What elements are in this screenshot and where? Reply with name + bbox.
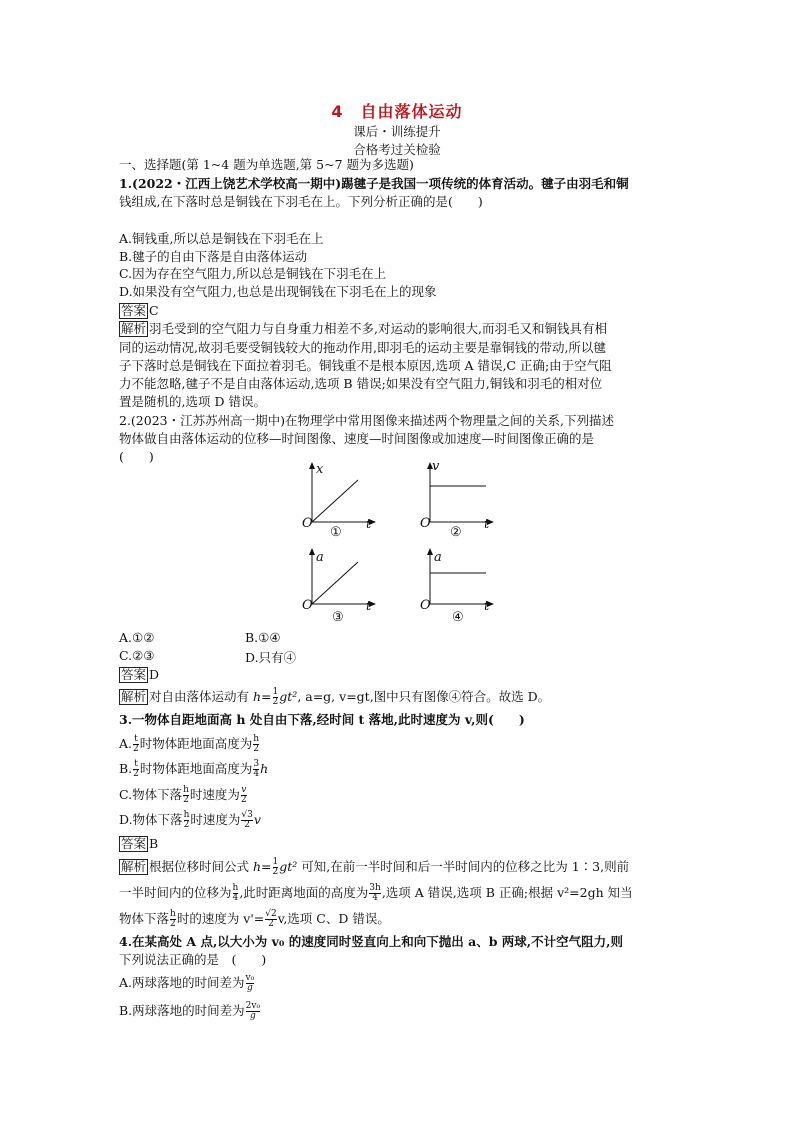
q1-stem-text-1: 1.(2022・江西上饶艺术学校高一期中)踢毽子是我国一项传统的体育活动。毽子由羽毛和铜 xyxy=(119,176,629,191)
q2-stem-line2: 物体做自由落体运动的位移—时间图像、速度—时间图像或加速度—时间图像正确的是 xyxy=(119,431,595,446)
graph-3-origin: O xyxy=(302,598,313,613)
opt-text: A.两球落地的时间差为 xyxy=(119,975,245,990)
graph-2-origin: O xyxy=(420,516,431,531)
subtitle-level: 合格考过关检验 xyxy=(353,142,441,157)
q4-stem-line2: 下列说法正确的是 ( ) xyxy=(119,952,267,967)
graph-3 xyxy=(302,548,382,632)
analysis-text: v,选项 C、D 错误。 xyxy=(277,911,390,926)
q1-analysis-line4: 力不能忽略,毽子不是自由落体运动,选项 B 错误;如果没有空气阻力,铜钱和羽毛的相对位 xyxy=(119,376,603,391)
q1-option-b: B.毽子的自由下落是自由落体运动 xyxy=(119,249,308,264)
q3-answer-value: B xyxy=(149,836,159,851)
q2-answer xyxy=(119,667,159,683)
q2-analysis xyxy=(119,688,550,707)
q3-option-b xyxy=(119,760,268,779)
frac-num: h xyxy=(183,785,189,795)
q3-analysis-line2 xyxy=(119,884,633,903)
opt-a-t-frac xyxy=(133,735,139,754)
opt-prefix: D.物体下落 xyxy=(119,812,183,827)
q2-analysis-post: , a=g, v=gt,图中只有图像④符合。故选 D。 xyxy=(297,689,551,704)
frac-num: h xyxy=(183,810,190,820)
graph-1-y-arrow xyxy=(309,462,315,469)
graph-4-ylabel: a xyxy=(434,550,442,565)
opt-text: B.两球落地的时间差为 xyxy=(119,1003,245,1018)
analysis-text: 时的速度为 v'= xyxy=(176,911,265,926)
analysis-tag: 解析 xyxy=(121,859,147,874)
frac-den: 2 xyxy=(268,919,274,929)
opt-text: 时速度为 xyxy=(190,812,241,827)
analysis-text: 一半时间内的位移为 xyxy=(119,885,232,900)
frac-num: h xyxy=(170,909,176,919)
frac-num: 1 xyxy=(272,857,279,867)
q1-stem-line2: 钱组成,在下落时总是铜钱在下羽毛在上。下列分析正确的是( ) xyxy=(119,194,483,209)
q3-option-d xyxy=(119,811,261,830)
frac-num: v₀ xyxy=(245,973,255,983)
q1-analysis-line1 xyxy=(119,321,607,337)
graph-4-origin: O xyxy=(420,598,431,613)
frac-den: 2 xyxy=(272,867,279,877)
frac-den: 2 xyxy=(183,795,189,805)
q4-option-a xyxy=(119,974,255,993)
opt-b-h-frac xyxy=(253,760,259,779)
opt-c-h-frac xyxy=(183,786,189,805)
analysis-gt: gt² xyxy=(279,859,298,874)
q1-answer xyxy=(119,303,159,319)
q1-option-a: A.铜钱重,所以总是铜钱在下羽毛在上 xyxy=(119,231,324,246)
q1-analysis-text-1: 羽毛受到的空气阻力与自身重力相差不多,对运动的影响很大,而羽毛又和铜钱具有相 xyxy=(149,321,607,336)
analysis-text: ,此时距离地面的高度为 xyxy=(239,885,369,900)
q1-analysis-line5: 置是随机的,选项 D 错误。 xyxy=(119,394,266,409)
q1-option-c: C.因为存在空气阻力,所以总是铜钱在下羽毛在上 xyxy=(119,266,387,281)
analysis-frac xyxy=(265,910,276,929)
opt-d-h-frac xyxy=(184,811,190,830)
q3-option-a xyxy=(119,735,260,754)
graph-3-xlabel: t xyxy=(366,599,372,614)
answer-tag: 答案 xyxy=(121,303,147,318)
q2-option-b: B.①④ xyxy=(245,630,281,645)
graph-2 xyxy=(420,459,500,546)
opt-a-h-frac xyxy=(253,735,259,754)
q2-analysis-gt2: gt² xyxy=(279,689,298,704)
q1-analysis-line3: 子下落时总是铜钱在下面拉着羽毛。铜钱重不是根本原因,选项 A 错误,C 正确;由于空气阻 xyxy=(119,358,612,373)
graph-2-xlabel: t xyxy=(484,517,490,532)
subtitle-after-class: 课后・训练提升 xyxy=(353,124,441,139)
q1-analysis-line2: 同的运动情况,故羽毛要受铜钱较大的拖动作用,即羽毛的运动主要是靠铜钱的带动,所以毽 xyxy=(119,340,606,355)
frac-den: 2 xyxy=(133,744,139,754)
analysis-tag: 解析 xyxy=(121,321,147,336)
graph-1 xyxy=(302,462,382,546)
frac-num: h xyxy=(253,734,260,744)
analysis-frac xyxy=(233,884,239,903)
frac-den: 4 xyxy=(232,893,239,903)
q2-stem-line1: 2.(2023・江苏苏州高一期中)在物理学中常用图像来描述两个物理量之间的关系,下列描述 xyxy=(119,413,614,428)
answer-tag: 答案 xyxy=(121,667,147,682)
frac-num: 3h xyxy=(369,883,381,893)
frac-den: 2 xyxy=(272,697,279,707)
q4-stem-line1: 4.在某高处 A 点,以大小为 v₀ 的速度同时竖直向上和向下抛出 a、b 两球,不计空气阻力,则 xyxy=(119,934,623,949)
opt-prefix: B. xyxy=(119,761,133,776)
opt-a-frac xyxy=(246,974,255,993)
analysis-h: h= xyxy=(253,859,272,874)
opt-c-v-frac xyxy=(241,786,247,805)
frac-num: √2 xyxy=(265,909,277,919)
q1-option-d: D.如果没有空气阻力,也总是出现铜钱在下羽毛在上的现象 xyxy=(119,284,437,299)
frac-den: g xyxy=(246,983,253,993)
frac-num: √3 xyxy=(241,810,253,820)
graph-1-curve xyxy=(312,480,358,522)
graph-3-curve xyxy=(312,562,358,604)
opt-prefix: A. xyxy=(119,736,133,751)
q2-answer-value: D xyxy=(149,667,160,682)
q2-option-c: C.②③ xyxy=(119,648,155,663)
opt-text: 时速度为 xyxy=(189,787,240,802)
frac-den: 2 xyxy=(244,820,250,830)
opt-text: 时物体距地面高度为 xyxy=(139,761,253,776)
q3-stem: 3.一物体自距地面高 h 处自由下落,经时间 t 落地,此时速度为 v,则( ) xyxy=(119,712,525,727)
analysis-frac xyxy=(170,910,176,929)
analysis-text: 可知,在前一半时间和后一半时间内的位移之比为 1∶3,则前 xyxy=(297,859,630,874)
q3-answer xyxy=(119,836,158,852)
analysis-text: ,选项 A 错误,选项 B 正确;根据 v²=2gh 知当 xyxy=(381,885,633,900)
q2-stem-line3: ( ) xyxy=(119,449,154,464)
graph-1-ylabel: x xyxy=(316,462,324,477)
opt-b-frac xyxy=(246,1002,260,1021)
analysis-frac xyxy=(273,858,279,877)
lesson-title: 4 自由落体运动 xyxy=(331,102,463,121)
frac-den: 2 xyxy=(183,820,190,830)
frac-den: 4 xyxy=(253,769,260,779)
q2-analysis-pre: 对自由落体运动有 xyxy=(149,689,253,704)
graph-2-ylabel: v xyxy=(432,459,440,474)
frac-den: g xyxy=(250,1011,256,1021)
opt-b-t-frac xyxy=(133,760,139,779)
frac-den: 2 xyxy=(253,744,260,754)
frac-num: 3 xyxy=(253,759,260,769)
graph-1-origin: O xyxy=(302,516,313,531)
frac-num: 1 xyxy=(272,687,279,697)
opt-v: v xyxy=(253,812,261,827)
analysis-tag: 解析 xyxy=(121,689,147,704)
answer-tag: 答案 xyxy=(121,836,147,851)
graph-3-ylabel: a xyxy=(316,550,324,565)
frac-den: 2 xyxy=(170,919,176,929)
section-heading: 一、选择题(第 1~4 题为单选题,第 5~7 题为多选题) xyxy=(119,157,414,172)
opt-prefix: C.物体下落 xyxy=(119,787,183,802)
graph-3-y-arrow xyxy=(309,548,315,555)
q2-option-a: A.①② xyxy=(119,630,155,645)
opt-d-v-frac xyxy=(241,811,252,830)
graph-1-caption: ① xyxy=(330,525,342,540)
frac-num: t xyxy=(134,734,138,744)
opt-h: h xyxy=(260,761,269,776)
graph-3-caption: ③ xyxy=(332,610,344,625)
analysis-text: 根据位移时间公式 xyxy=(149,859,253,874)
q4-option-b xyxy=(119,1002,261,1021)
frac-num: t xyxy=(134,759,138,769)
graph-1-xlabel: t xyxy=(366,517,372,532)
q3-analysis-line1 xyxy=(119,858,629,877)
frac-num: 2v₀ xyxy=(245,1001,261,1011)
analysis-frac xyxy=(369,884,381,903)
q2-analysis-h: h= xyxy=(253,689,272,704)
graph-4-caption: ④ xyxy=(452,610,464,625)
opt-text: 时物体距地面高度为 xyxy=(139,736,253,751)
analysis-text: 物体下落 xyxy=(119,911,170,926)
graph-4-xlabel: t xyxy=(484,599,490,614)
frac-num: v xyxy=(241,785,247,795)
graph-4 xyxy=(420,548,500,632)
q3-option-c xyxy=(119,786,248,805)
q1-stem-line1 xyxy=(119,176,629,192)
frac-den: 2 xyxy=(133,769,139,779)
q3-analysis-line3 xyxy=(119,910,390,929)
frac-den: 4 xyxy=(372,893,378,903)
q2-option-d: D.只有④ xyxy=(245,650,297,665)
q1-answer-value: C xyxy=(149,303,159,318)
graph-4-y-arrow xyxy=(427,548,433,555)
graph-2-caption: ② xyxy=(450,525,462,540)
q2-analysis-frac xyxy=(273,688,279,707)
frac-num: h xyxy=(232,883,239,893)
frac-den: 2 xyxy=(240,795,247,805)
